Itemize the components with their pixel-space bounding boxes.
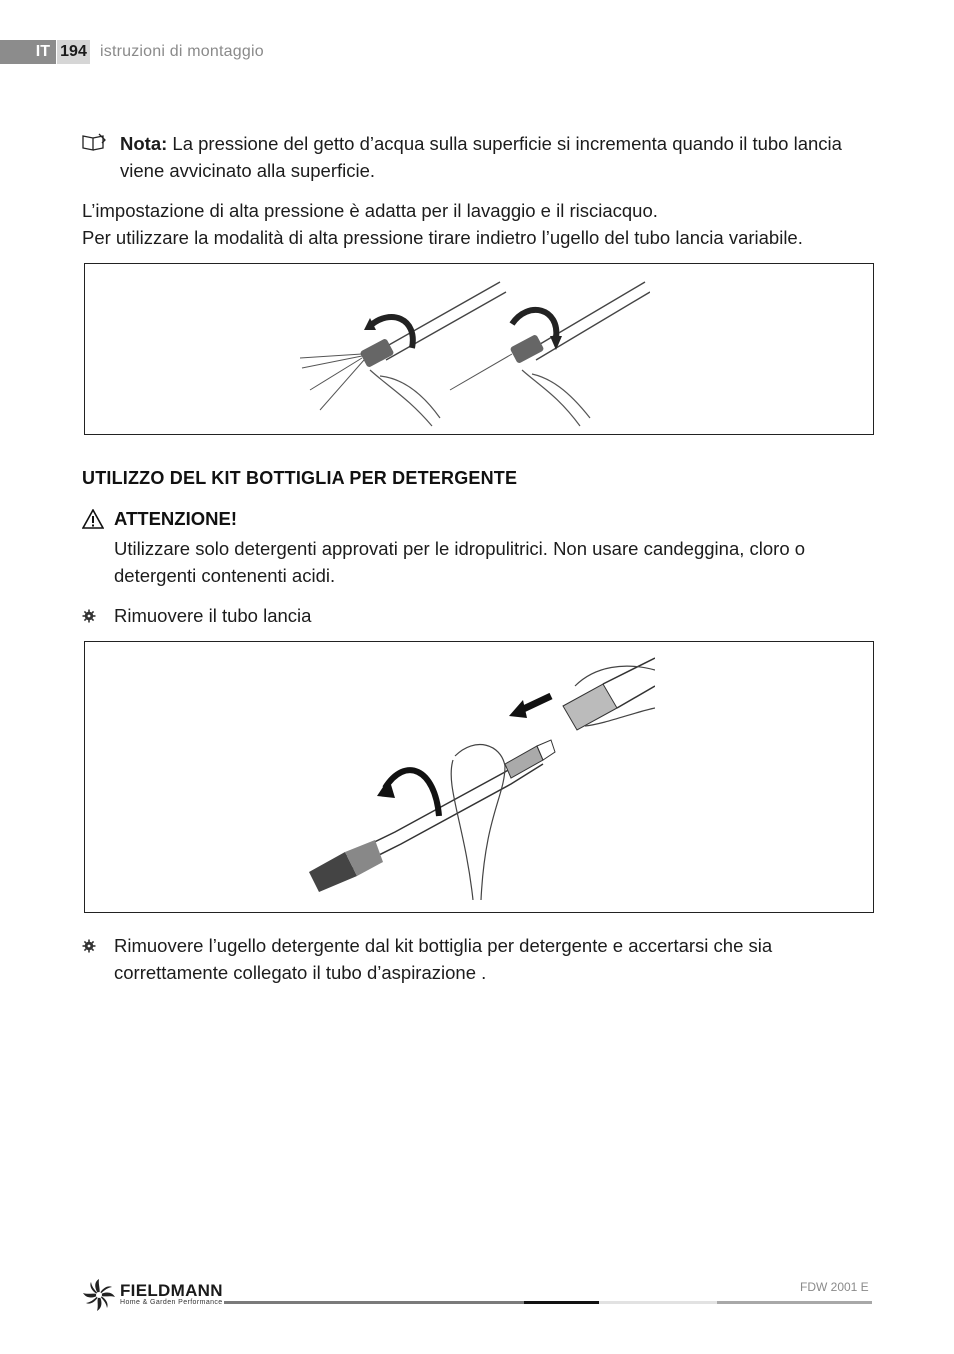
footer-divider-segment	[717, 1301, 872, 1304]
warning-text: Utilizzare solo detergenti approvati per le idropulitrici. Non usare candeggina, cloro o detergenti contenenti acidi.	[114, 538, 806, 586]
footer-divider-segment	[524, 1301, 599, 1304]
nozzle-adjust-illustration	[300, 278, 650, 428]
warning-title: ATTENZIONE!	[114, 508, 237, 529]
remove-lance-illustration	[305, 656, 655, 900]
paragraph-line-1: L’impostazione di alta pressione è adatta per il lavaggio e il risciacquo.	[82, 200, 658, 221]
language-tag: IT	[0, 40, 56, 64]
note-book-icon	[82, 133, 106, 151]
fieldmann-fan-logo	[82, 1278, 116, 1312]
footer-divider-segment	[224, 1301, 524, 1304]
note-body: La pressione del getto d’acqua sulla superficie si incrementa quando il tubo lancia viene avvicinato alla superficie.	[120, 133, 842, 181]
gear-bullet-icon	[82, 609, 96, 623]
list-item	[82, 932, 862, 986]
list-item	[82, 602, 862, 629]
list-item-text: Rimuovere il tubo lancia	[114, 605, 312, 626]
figure-nozzle-adjust	[84, 263, 874, 435]
list-item-text: Rimuovere l’ugello detergente dal kit bottiglia per detergente e accertarsi che sia correttamente collegato il tubo d’aspirazione .	[114, 935, 773, 983]
figure-remove-lance	[84, 641, 874, 913]
pressure-paragraph	[82, 197, 882, 251]
footer-divider-segment	[599, 1301, 717, 1304]
section-heading: UTILIZZO DEL KIT BOTTIGLIA PER DETERGENTE	[82, 468, 518, 488]
page-number: 194	[57, 40, 90, 64]
note-label: Nota:	[120, 133, 168, 154]
model-number: FDW 2001 E	[800, 1280, 869, 1294]
note-block	[82, 130, 872, 184]
paragraph-line-2: Per utilizzare la modalità di alta pressione tirare indietro l’ugello del tubo lancia variabile.	[82, 227, 803, 248]
brand-tagline: Home & Garden Performance	[120, 1299, 223, 1306]
note-text	[120, 130, 872, 184]
gear-bullet-icon	[82, 939, 96, 953]
header-section-title: istruzioni di montaggio	[100, 43, 264, 60]
warning-triangle-icon	[82, 509, 104, 529]
brand-name: FIELDMANN	[120, 1281, 223, 1300]
